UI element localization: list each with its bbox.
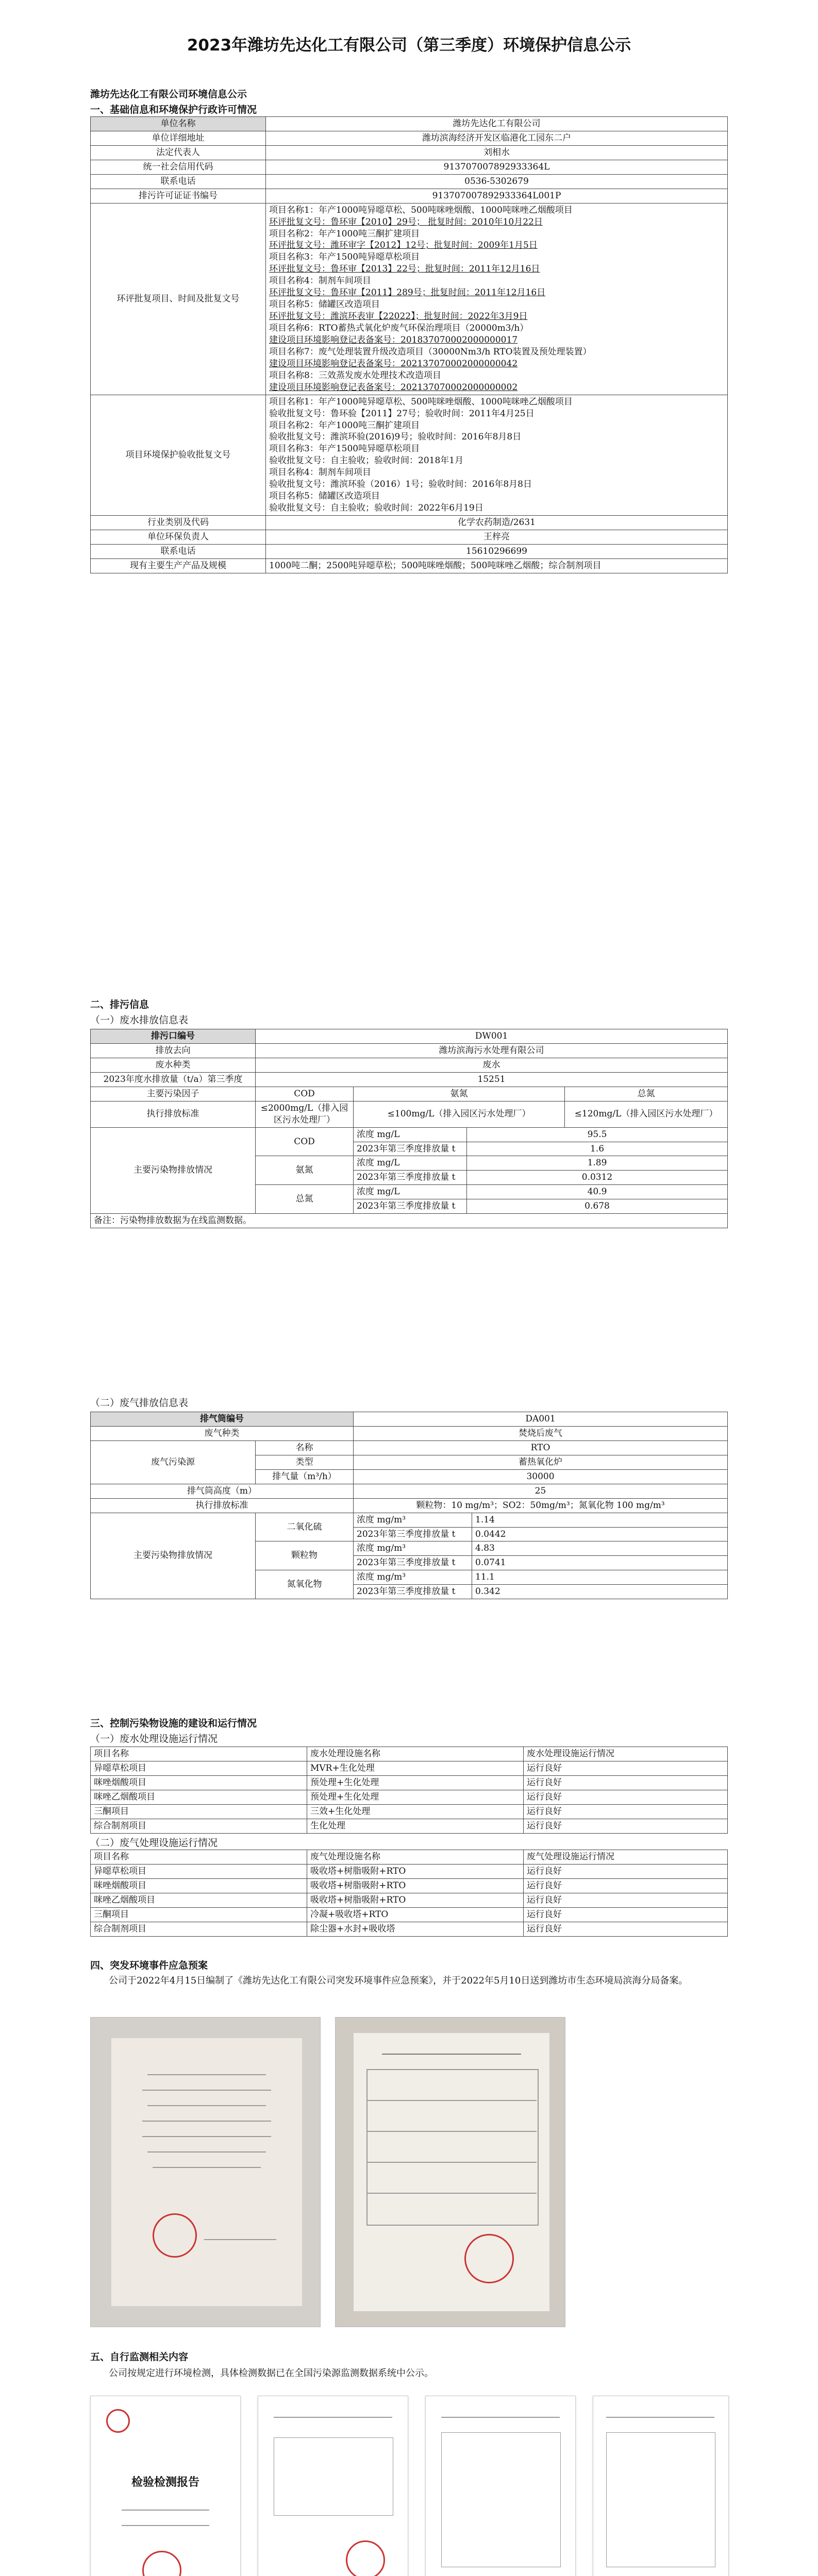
table-row: 项目名称 废水处理设施名称 废水处理设施运行情况 xyxy=(91,1747,728,1761)
record-form-grid xyxy=(366,2069,539,2226)
eia-list: 项目名称1：年产1000吨异噁草松、500吨咪唑烟酸、1000吨咪唑乙烟酸项目 环评批复文号：鲁环审【2010】29号； 批复时间：2010年10月22日 项目名称2：年产1000吨三酮扩建项目 环评批复文号：潍环审字【2012】12号；批复时间：2009年1月5日 项目名称3：年产1500吨异噁草松项目 环评批复文号：鲁环审【2013】22号；批复时间：2011年12月16日 项目名称4：制剂车间项目 环评批复文号：鲁环审【2011】289号；批复时间：2011年12月16日 项目名称5：储罐区改造项目 环评批复文号：潍滨环表审【22022】；批复时间：2022年3月9日 项目名称6：RTO蓄热式氧化炉废气环保治理项目（20000m3/h） 建设项目环境影响登记表备案号：201837070002000000017 项目名称7：废气处理装置升级改造项目（30000Nm3/h RTO装置及预处理装置） 建设项目环境影响登记表备案号：202137070002000000042 项目名称8：三效蒸发废水处理技术改造项目 建设项目环境影响登记表备案号：202137070002000000002 xyxy=(266,203,728,395)
table-row: 法定代表人 刘相水 xyxy=(91,145,728,160)
table-row: 单位详细地址 潍坊滨海经济开发区临港化工园东二户 xyxy=(91,131,728,145)
table-row: 异噁草松项目 MVR+生化处理 运行良好 xyxy=(91,1761,728,1775)
table-row: 执行排放标准 ≤2000mg/L（排入园区污水处理厂） ≤100mg/L（排入园区污水处理厂） ≤120mg/L（排入园区污水处理厂） xyxy=(91,1101,728,1127)
emergency-plan-record-photo xyxy=(335,2017,565,2327)
report-page-thumb xyxy=(258,2396,408,2576)
red-seal xyxy=(464,2234,514,2283)
cover-text-line xyxy=(204,2239,276,2240)
wastegas-facility-table xyxy=(90,1850,728,1937)
page-title: 2023年潍坊先达化工有限公司（第三季度）环境保护信息公示 xyxy=(187,36,631,55)
table-row: 2023年第三季度排放量 t 1.6 xyxy=(91,1142,728,1156)
table-row: 废气污染源 名称 RTO xyxy=(91,1440,728,1455)
table-row: 备注：污染物排放数据为在线监测数据。 xyxy=(91,1214,728,1228)
table-row: 联系电话 15610296699 xyxy=(91,544,728,558)
table-row: 联系电话 0536-5302679 xyxy=(91,174,728,189)
table-row: 项目名称 废气处理设施名称 废气处理设施运行情况 xyxy=(91,1850,728,1865)
table-row: 类型 蓄热氧化炉 xyxy=(91,1455,728,1469)
table-row: 现有主要生产产品及规模 1000吨二酮；2500吨异噁草松；500吨咪唑烟酸；500吨咪唑乙烟酸；综合制剂项目 xyxy=(91,558,728,573)
table-row: 废水种类 废水 xyxy=(91,1058,728,1072)
text-line xyxy=(441,2417,560,2418)
section-2-heading: 二、排污信息 xyxy=(90,999,149,1010)
report-page-thumb xyxy=(425,2396,576,2576)
table-row: 排气量（m³/h） 30000 xyxy=(91,1469,728,1484)
table-row: 排污许可证证书编号 913707007892933364L001P xyxy=(91,189,728,203)
table-row: 项目环境保护验收批复文号 项目名称1：年产1000吨异噁草松、500吨咪唑烟酸、1000吨咪唑乙烟酸项目 验收批复文号：鲁环验【2011】27号；验收时间：2011年4月25日 项目名称2：年产1000吨三酮扩建项目 验收批复文号：潍滨环验(2016)9号；验收时间：2016年8月8日 项目名称3：年产1500吨异噁草松项目 验收批复文号：自主验收；验收时间：2018年1月 项目名称4：制剂车间项目 验收批复文号：潍滨环验（2016）1号；验收时间：2016年8月8日 项目名称5：储罐区改造项目 验收批复文号：自主验收；验收时间：2022年6月19日 xyxy=(91,395,728,515)
table-row: 主要污染物排放情况 二氧化硫 浓度 mg/m³ 1.14 xyxy=(91,1513,728,1527)
basic-info-table xyxy=(90,116,728,573)
table-row: 2023年第三季度排放量 t 0.0741 xyxy=(91,1556,728,1570)
red-seal xyxy=(142,2551,181,2576)
fac-water-subheading: （一）废水处理设施运行情况 xyxy=(90,1733,218,1744)
section-3-heading: 三、控制污染物设施的建设和运行情况 xyxy=(90,1718,257,1729)
table-row: 2023年第三季度排放量 t 0.678 xyxy=(91,1199,728,1214)
record-form-line xyxy=(366,2162,537,2163)
air-subheading: （二）废气排放信息表 xyxy=(90,1397,189,1409)
section-5-text: 公司按规定进行环境检测，具体检测数据已在全国污染源监测数据系统中公示。 xyxy=(109,2368,433,2379)
table-row: 排气筒编号 DA001 xyxy=(91,1412,728,1427)
section-1-heading: 一、基础信息和环境保护行政许可情况 xyxy=(90,104,257,115)
record-form-line xyxy=(366,2100,537,2101)
company-heading: 潍坊先达化工有限公司环境信息公示 xyxy=(90,89,247,100)
table-row: 2023年度水排放量（t/a）第三季度 15251 xyxy=(91,1072,728,1087)
section-4-heading: 四、突发环境事件应急预案 xyxy=(90,1960,208,1971)
table-row: 废气种类 焚烧后废气 xyxy=(91,1426,728,1440)
table-row: 行业类别及代码 化学农药制造/2631 xyxy=(91,516,728,530)
wastewater-table xyxy=(90,1029,728,1228)
acceptance-list: 项目名称1：年产1000吨异噁草松、500吨咪唑烟酸、1000吨咪唑乙烟酸项目 验收批复文号：鲁环验【2011】27号；验收时间：2011年4月25日 项目名称2：年产1000吨三酮扩建项目 验收批复文号：潍滨环验(2016)9号；验收时间：2016年8月8日 项目名称3：年产1500吨异噁草松项目 验收批复文号：自主验收；验收时间：2018年1月 项目名称4：制剂车间项目 验收批复文号：潍滨环验（2016）1号；验收时间：2016年8月8日 项目名称5：储罐区改造项目 验收批复文号：自主验收；验收时间：2022年6月19日 xyxy=(266,395,728,515)
record-form-line xyxy=(366,2193,537,2194)
report-cover-thumb xyxy=(90,2396,241,2576)
table-row: 排放去向 潍坊滨海污水处理有限公司 xyxy=(91,1043,728,1058)
cover-text-line xyxy=(147,2151,266,2153)
red-seal xyxy=(106,2409,130,2433)
section-4-text: 公司于2022年4月15日编制了《潍坊先达化工有限公司突发环境事件应急预案》，并于2022年5月10日送到潍坊市生态环境局滨海分局备案。 xyxy=(109,1975,688,1986)
table-row: 三酮项目 三效+生化处理 运行良好 xyxy=(91,1804,728,1819)
text-line xyxy=(122,2525,209,2526)
cover-text-line xyxy=(153,2167,261,2168)
table-row: 三酮项目 冷凝+吸收塔+RTO 运行良好 xyxy=(91,1907,728,1922)
record-title-line xyxy=(382,2054,521,2055)
table-row: 排污口编号 DW001 xyxy=(91,1029,728,1044)
table-row: 执行排放标准 颗粒物：10 mg/m³；SO2：50mg/m³；氮氧化物 100 mg/m³ xyxy=(91,1498,728,1513)
table-row: 异噁草松项目 吸收塔+树脂吸附+RTO 运行良好 xyxy=(91,1864,728,1878)
emergency-plan-cover-photo xyxy=(90,2017,321,2327)
cover-text-line xyxy=(142,2090,271,2091)
table-row: 颗粒物 浓度 mg/m³ 4.83 xyxy=(91,1541,728,1556)
red-seal xyxy=(346,2540,385,2576)
table-row: 2023年第三季度排放量 t 0.0312 xyxy=(91,1171,728,1185)
table-row: 主要污染因子 COD 氨氮 总氮 xyxy=(91,1087,728,1101)
cover-text-line xyxy=(142,2121,271,2122)
text-line xyxy=(606,2417,714,2418)
table-thumb xyxy=(441,2432,561,2567)
fac-air-subheading: （二）废气处理设施运行情况 xyxy=(90,1837,218,1849)
table-row: 主要污染物排放情况 COD 浓度 mg/L 95.5 xyxy=(91,1127,728,1142)
text-line xyxy=(274,2417,392,2418)
report-page-thumb xyxy=(593,2396,729,2576)
table-row: 咪唑烟酸项目 预处理+生化处理 运行良好 xyxy=(91,1775,728,1790)
table-row: 单位环保负责人 王梓亮 xyxy=(91,530,728,544)
table-row: 咪唑乙烟酸项目 吸收塔+树脂吸附+RTO 运行良好 xyxy=(91,1893,728,1907)
table-row: 咪唑乙烟酸项目 预处理+生化处理 运行良好 xyxy=(91,1790,728,1804)
table-row: 排气筒高度（m） 25 xyxy=(91,1484,728,1498)
water-subheading: （一）废水排放信息表 xyxy=(90,1014,189,1026)
text-line xyxy=(122,2510,209,2511)
table-row: 咪唑烟酸项目 吸收塔+树脂吸附+RTO 运行良好 xyxy=(91,1878,728,1893)
table-thumb xyxy=(606,2432,715,2567)
wastegas-table xyxy=(90,1412,728,1599)
table-row: 综合制剂项目 除尘器+水封+吸收塔 运行良好 xyxy=(91,1922,728,1936)
table-row: 氮氧化物 浓度 mg/m³ 11.1 xyxy=(91,1570,728,1585)
cover-text-line xyxy=(142,2136,271,2137)
table-row: 总氮 浓度 mg/L 40.9 xyxy=(91,1185,728,1199)
table-row: 统一社会信用代码 913707007892933364L xyxy=(91,160,728,174)
wastewater-facility-table xyxy=(90,1747,728,1834)
section-5-heading: 五、自行监测相关内容 xyxy=(90,2351,189,2363)
table-row: 2023年第三季度排放量 t 0.0442 xyxy=(91,1527,728,1541)
cover-page xyxy=(111,2038,302,2306)
cover-text-line xyxy=(147,2105,266,2106)
table-thumb xyxy=(274,2437,393,2516)
table-row: 综合制剂项目 生化处理 运行良好 xyxy=(91,1819,728,1833)
record-form-line xyxy=(366,2131,537,2132)
table-row: 环评批复项目、时间及批复文号 项目名称1：年产1000吨异噁草松、500吨咪唑烟酸、1000吨咪唑乙烟酸项目 环评批复文号：鲁环审【2010】29号； 批复时间：2010年10月22日 项目名称2：年产1000吨三酮扩建项目 环评批复文号：潍环审字【2012】12号；批复时间：2009年1月5日 项目名称3：年产1500吨异噁草松项目 环评批复文号：鲁环审【2013】22号；批复时间：2011年12月16日 项目名称4：制剂车间项目 环评批复文号：鲁环审【2011】289号；批复时间：2011年12月16日 项目名称5：储罐区改造项目 环评批复文号：潍滨环表审【22022】；批复时间：2022年3月9日 项目名称6：RTO蓄热式氧化炉废气环保治理项目（20000m3/h） 建设项目环境影响登记表备案号：201837070002000000017 项目名称7：废气处理装置升级改造项目（30000Nm3/h RTO装置及预处理装置） 建设项目环境影响登记表备案号：202137070002000000042 项目名称8：三效蒸发废水处理技术改造项目 建设项目环境影响登记表备案号：202137070002000000002 xyxy=(91,203,728,395)
report-title: 检验检测报告 xyxy=(131,2476,199,2489)
red-seal xyxy=(153,2213,197,2258)
table-row: 2023年第三季度排放量 t 0.342 xyxy=(91,1585,728,1599)
table-row: 单位名称 潍坊先达化工有限公司 xyxy=(91,117,728,131)
cover-text-line xyxy=(147,2074,266,2075)
table-row: 氨氮 浓度 mg/L 1.89 xyxy=(91,1156,728,1171)
